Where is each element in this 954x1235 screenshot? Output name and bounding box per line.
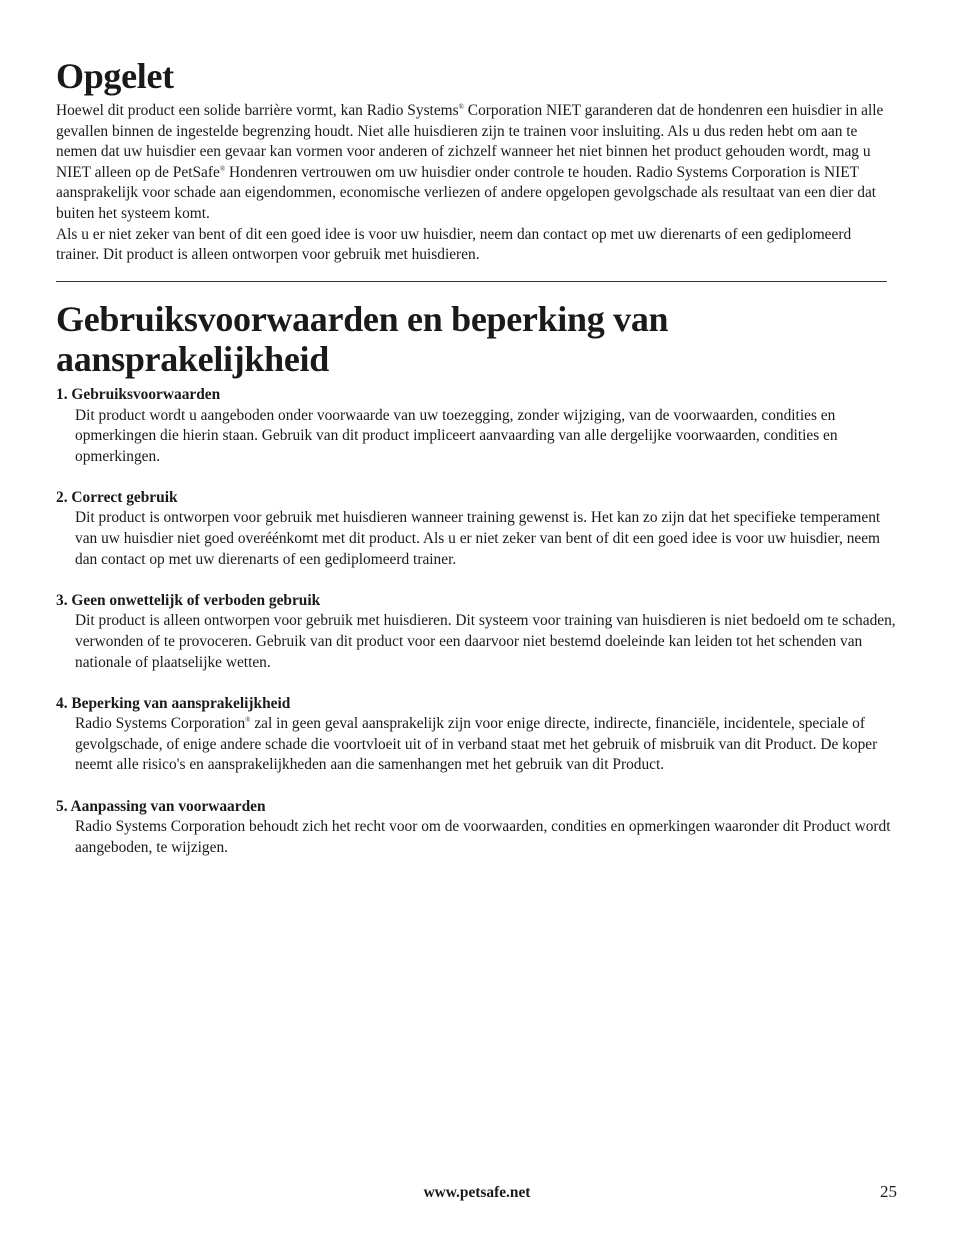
warning-text (56, 101, 898, 266)
section-title: 2. Correct gebruik (56, 488, 178, 506)
terms-section-3 (56, 591, 898, 673)
section-body: Dit product is ontworpen voor gebruik met huisdieren wanneer training gewenst is. Het kan zo zijn dat het specifieke temperament van uw huisdier niet goed overéénkomt met dit product. Als u er niet zeker van bent of dit een goed idee is voor uw huisdier, neem dan contact op met uw dierenarts of een gediplomeerd trainer. (75, 509, 881, 568)
warning-heading: Opgelet (56, 56, 174, 96)
warning-text-part-2: Corporation NIET garanderen dat de hondenren een huisdier in alle gevallen binnen de ingestelde begrenzing houdt. Niet alle huisdieren zijn te trainen voor insluiting. Als u dus reden hebt om aan te nemen dat uw huisdier een gevaar kan vormen voor anderen of zichzelf wanneer het niet binnen het product gehouden wordt, mag u NIET alleen op de PetSafe (56, 102, 884, 181)
registered-mark: ® (219, 164, 226, 173)
terms-section-1 (56, 385, 898, 467)
section-body (75, 714, 898, 776)
warning-paragraph-1 (56, 101, 898, 225)
terms-sections (56, 385, 898, 879)
section-body: Dit product is alleen ontworpen voor gebruik met huisdieren. Dit systeem voor training van huisdieren is niet bedoeld om te schaden, verwonden of te provoceren. Gebruik van dit product voor een daarvoor niet bestemd doeleinde kan leiden tot het schenden van nationale of plaatselijke wetten. (75, 612, 896, 671)
section-body-part-2: zal in geen geval aansprakelijk zijn voor enige directe, indirecte, financiële, incidentele, speciale of gevolgschade, of enige andere schade die voortvloeit uit of in verband staat met het gebruik of misbruik van dit Product. De koper neemt alle risico's en aansprakelijkheden aan die samenhangen met het gebruik van dit Product. (75, 715, 878, 774)
terms-section-5 (56, 797, 898, 859)
terms-section-2 (56, 488, 898, 570)
warning-text-part-1: Hoewel dit product een solide barrière vormt, kan Radio Systems (56, 102, 459, 119)
footer-website-link[interactable]: www.petsafe.net (423, 1184, 531, 1201)
warning-paragraph-2: Als u er niet zeker van bent of dit een goed idee is voor uw huisdier, neem dan contact op met uw dierenarts of een gediplomeerd trainer. Dit product is alleen ontworpen voor gebruik met huisdieren. (56, 225, 852, 264)
section-body: Radio Systems Corporation behoudt zich het recht voor om de voorwaarden, condities en opmerkingen waaronder dit Product wordt aangeboden, te wijzigen. (75, 818, 891, 856)
warning-text-part-3: Hondenren vertrouwen om uw huisdier onder controle te houden. Radio Systems Corporation is NIET aansprakelijk voor schade aan eigendommen, economische verliezen of andere opgelopen gevolgschade als resultaat van een dier dat buiten het systeem komt. (56, 163, 877, 222)
section-body-part-1: Radio Systems Corporation (75, 715, 246, 733)
registered-mark: ® (245, 716, 251, 725)
registered-mark: ® (458, 102, 464, 111)
section-title: 4. Beperking van aansprakelijkheid (56, 694, 291, 712)
section-body: Dit product wordt u aangeboden onder voorwaarde van uw toezegging, zonder wijziging, van de voorwaarden, condities en opmerkingen die hierin staan. Gebruik van dit product impliceert aanvaarding van alle dergelijke voorwaarden, condities en opmerkingen. (75, 406, 838, 465)
page-number: 25 (880, 1182, 897, 1201)
terms-heading: Gebruiksvoorwaarden en beperking van aansprakelijkheid (56, 299, 669, 379)
section-title: 1. Gebruiksvoorwaarden (56, 386, 221, 403)
section-title: 3. Geen onwettelijk of verboden gebruik (56, 591, 321, 609)
section-title: 5. Aanpassing van voorwaarden (56, 797, 266, 815)
section-divider (56, 281, 887, 282)
terms-section-4 (56, 694, 898, 776)
